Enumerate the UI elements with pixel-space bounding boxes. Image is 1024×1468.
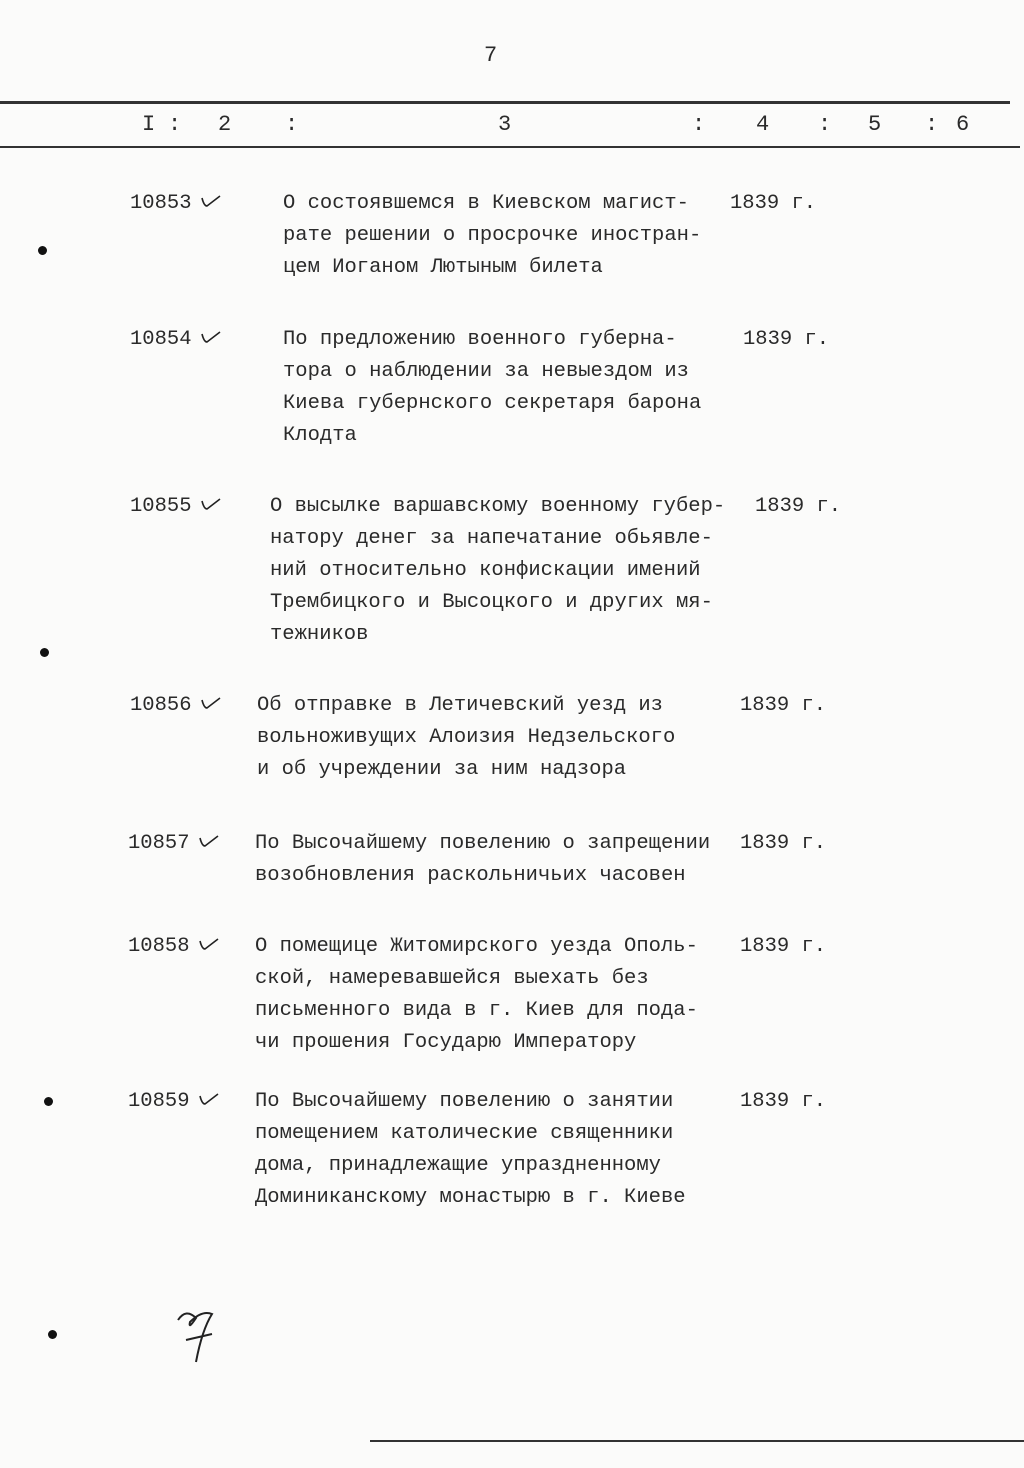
entry-description-line: Об отправке в Летичевский уезд из (257, 694, 663, 717)
col-sep: : (285, 112, 299, 137)
entry-description-line: Киева губернского секретаря барона (283, 392, 702, 415)
punch-hole (40, 648, 49, 657)
entry-description-line: возобновления раскольничьих часовен (255, 864, 686, 887)
punch-hole (38, 246, 47, 255)
entry-number: 10858 (128, 935, 190, 958)
page-number: 7 (484, 43, 498, 68)
entry-description-line: ской, намеревавшейся выехать без (255, 967, 649, 990)
col-4-header: 4 (756, 112, 770, 137)
entry-description-line: письменного вида в г. Киев для пода- (255, 999, 698, 1022)
entry-number: 10859 (128, 1090, 190, 1113)
header-bottom-rule (0, 146, 1020, 148)
check-mark-icon (196, 935, 222, 955)
check-mark-icon (198, 694, 224, 714)
entry-description-line: ний относительно конфискации имений (270, 559, 701, 582)
entry-description-line: О состоявшемся в Киевском магист- (283, 192, 689, 215)
col-sep: : (818, 112, 832, 137)
entry-description-line: чи прошения Государю Императору (255, 1031, 637, 1054)
entry-year: 1839 г. (740, 935, 827, 958)
col-sep: : (692, 112, 706, 137)
entry-year: 1839 г. (740, 694, 827, 717)
entry-number: 10856 (130, 694, 192, 717)
entry-number: 10855 (130, 495, 192, 518)
entry-description-line: По предложению военного губерна- (283, 328, 677, 351)
check-mark-icon (196, 1090, 222, 1110)
header-top-rule (0, 101, 1010, 104)
entry-description-line: помещением католические священники (255, 1122, 674, 1145)
entry-description-line: цем Иоганом Лютыным билета (283, 256, 603, 279)
check-mark-icon (196, 832, 222, 852)
entry-year: 1839 г. (755, 495, 842, 518)
punch-hole (48, 1330, 57, 1339)
entry-description-line: О помещице Житомирского уезда Ополь- (255, 935, 698, 958)
check-mark-icon (198, 328, 224, 348)
entry-description-line: натору денег за напечатание обьявле- (270, 527, 713, 550)
entry-year: 1839 г. (743, 328, 830, 351)
entry-number: 10853 (130, 192, 192, 215)
entry-description-line: По Высочайшему повелению о занятии (255, 1090, 674, 1113)
entry-number: 10854 (130, 328, 192, 351)
entry-description-line: Доминиканскому монастырю в г. Киеве (255, 1186, 686, 1209)
entry-description-line: Трембицкого и Высоцкого и других мя- (270, 591, 713, 614)
entry-description-line: дома, принадлежащие упраздненному (255, 1154, 661, 1177)
handwritten-seven-mark (168, 1300, 228, 1370)
entry-description-line: тежников (270, 623, 369, 646)
bottom-rule (370, 1440, 1024, 1442)
punch-hole (44, 1097, 53, 1106)
col-1-header: I (142, 112, 156, 137)
entry-description-line: вольноживущих Алоизия Недзельского (257, 726, 676, 749)
entry-year: 1839 г. (740, 832, 827, 855)
col-2-header: 2 (218, 112, 232, 137)
col-sep: : (168, 112, 182, 137)
entry-year: 1839 г. (740, 1090, 827, 1113)
check-mark-icon (198, 192, 224, 212)
col-3-header: 3 (498, 112, 512, 137)
entry-description-line: О высылке варшавскому военному губер- (270, 495, 726, 518)
col-5-header: 5 (868, 112, 882, 137)
entry-description-line: По Высочайшему повелению о запрещении (255, 832, 711, 855)
entry-number: 10857 (128, 832, 190, 855)
check-mark-icon (198, 495, 224, 515)
entry-year: 1839 г. (730, 192, 817, 215)
col-sep: : (925, 112, 939, 137)
entry-description-line: Клодта (283, 424, 357, 447)
entry-description-line: и об учреждении за ним надзора (257, 758, 627, 781)
entry-description-line: тора о наблюдении за невыездом из (283, 360, 689, 383)
col-6-header: 6 (956, 112, 970, 137)
entry-description-line: рате решении о просрочке иностран- (283, 224, 702, 247)
